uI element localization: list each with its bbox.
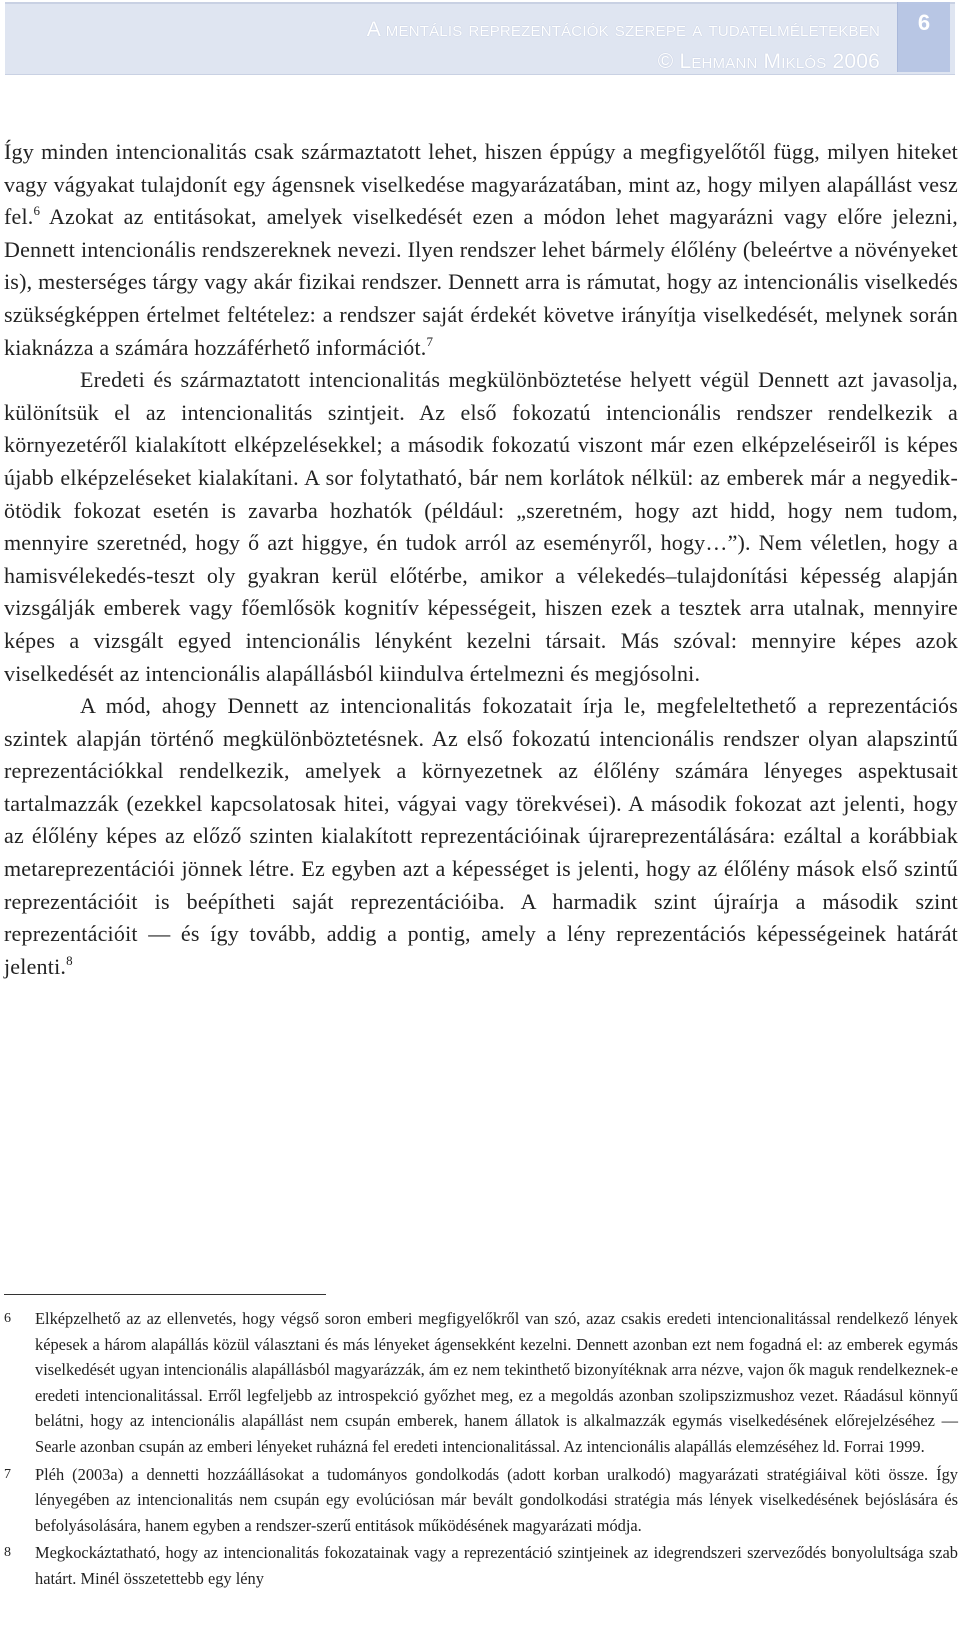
paragraph-text: Eredeti és származtatott intencionalitás megkülönböztetése helyett végül Dennett azt javasolja, különítsük el az intencionalitás szintjeit. Az első fokozatú intencionális rendszer rendelkezik a környezetéről kialakított elképzelésekkel; a második fokozatú viszont már ezen elképzeléseiről is képes újabb elképzeléseket kialakítani. A sor folytatható, bár nem korlátok nélkül: az emberek már a negyedik-ötödik fokozat esetén is zavarba hozhatók (például: „szeretném, hogy azt hidd, hogy nem tudom, mennyire szeretnéd, hogy ő azt higgye, én tudok arról az eseményről, hogy…”). Nem véletlen, hogy a hamisvélekedés-teszt oly gyakran kerül előtérbe, amikor a vélekedés–tulajdonítási képesség alapján vizsgálják emberek vagy főemlősök kognitív képességeit, hiszen ezek a tesztek arra utalnak, mennyire képes a vizsgált egyed intencionális lényként kezelni társait. Más szóval: mennyire képes azok viselkedését az intencionális alapállásból kiindulva értelmezni és megjósolni. [4, 367, 958, 686]
paragraph-text: Azokat az entitásokat, amelyek viselkedését ezen a módon lehet magyarázni vagy előre jelezni, Dennett intencionális rendszereknek nevezi. Ilyen rendszer lehet bármely élőlény (beleértve a növényeket is), mesterséges tárgy vagy akár fizikai rendszer. Dennett arra is rámutat, hogy az intencionális viselkedés szükségképpen értelmet feltételez: a rendszer saját érdekét követve irányítja viselkedését, melynek során kiaknázza a számára hozzáférhető információt. [4, 204, 958, 360]
footnote-separator [4, 1294, 326, 1295]
author-copyright: © Lehmann Miklós 2006 [657, 50, 880, 73]
footnote-text: Megkockáztatható, hogy az intencionalitás fokozatainak vagy a reprezentáció szintjeinek az idegrendszeri szerveződés bonyolultsága szab határt. Minél összetettebb egy lény [35, 1543, 958, 1588]
footnote [4, 1462, 958, 1539]
paragraph-text: Így minden intencionalitás csak származtatott lehet, hiszen éppúgy a megfigyelőtől függ, milyen hiteket vagy vágyakat tulajdonít egy ágensnek viselkedése magyarázatában, mint az, hogy milyen alapállást vesz fel. [4, 139, 958, 230]
header-text [367, 14, 880, 78]
document-title: A mentális reprezentációk szerepe a tudatelméletekben [366, 18, 880, 41]
footnote-number: 7 [4, 1466, 11, 1482]
main-text [4, 136, 958, 983]
paragraph [4, 364, 958, 690]
footnote-text: Pléh (2003a) a dennetti hozzáállásokat a tudományos gondolkodás (adott korban uralkodó) magyarázati stratégiáival köti össze. Így lényegében az intencionalitás nem csupán egy evolúciósan már bevált gondolkodási stratégia más lények viselkedésének bejóslására és befolyásolására, hanem egyben a rendszer-szerű entitások működésének magyarázati módja. [35, 1464, 958, 1535]
paragraph-text: A mód, ahogy Dennett az intencionalitás fokozatait írja le, megfeleltethető a reprezentációs szintek alapján történő megkülönböztetésnek. Az első fokozatú intencionális rendszer olyan alapszintű reprezentációkkal rendelkezik, amelyek a környezetnek az élőlény számára lényeges aspektusait tartalmazzák (ezekkel kapcsolatosak hitei, vágyai vagy törekvései). A második fokozat azt jelenti, hogy az élőlény képes az előző szinten kialakított reprezentációinak újrareprezentálására: ezáltal a korábbiak metareprezentációi jönnek létre. Ez egyben azt a képességet is jelenti, hogy az élőlény mások első szintű reprezentációit is beépítheti saját reprezentációiba. A harmadik szint újraírja a második szint reprezentációit — és így tovább, addig a pontig, amely a lény reprezentációs képességeinek határát jelenti. [4, 693, 958, 979]
footnote-text: Elképzelhető az az ellenvetés, hogy végső soron emberi megfigyelőkről van szó, azaz csakis eredeti intencionalitással rendelkező lények képesek a három alapállás közül választani és más lényeket ágensekként kezelni. Dennett azonban ezt nem fogadná el: az emberek egymás viselkedését ugyan intencionális alapállásból magyarázzák, ám ez nem tekinthető bizonyítéknak arra nézve, vajon ők maguk rendelkeznek-e eredeti intencionalitással. Erről legfeljebb az introspekció győzhet meg, ez a megoldás azonban szolipszizmushoz vezet. Ráadásul könnyű belátni, hogy az intencionális alapállást nem csupán emberek, hanem állatok is alkalmazzák egymás viselkedésének előrejelzéséhez — Searle azonban csupán az emberi lényeket ruházná fel eredeti intencionalitással. Az intencionális alapállás elemzéséhez ld. Forrai 1999. [35, 1309, 958, 1456]
footnote-reference: 8 [66, 952, 73, 968]
paragraph [4, 690, 958, 983]
paragraph [4, 136, 958, 364]
footnote [4, 1540, 958, 1591]
footnote [4, 1306, 958, 1460]
footnote-number: 8 [4, 1545, 11, 1561]
header-banner [5, 2, 955, 75]
page-number-box [897, 2, 950, 72]
footnote-reference: 6 [33, 203, 41, 219]
footnotes [4, 1306, 958, 1594]
footnote-reference: 7 [426, 333, 434, 349]
page-number: 6 [917, 10, 931, 35]
page-header [0, 0, 960, 75]
footnote-number: 6 [4, 1311, 11, 1326]
